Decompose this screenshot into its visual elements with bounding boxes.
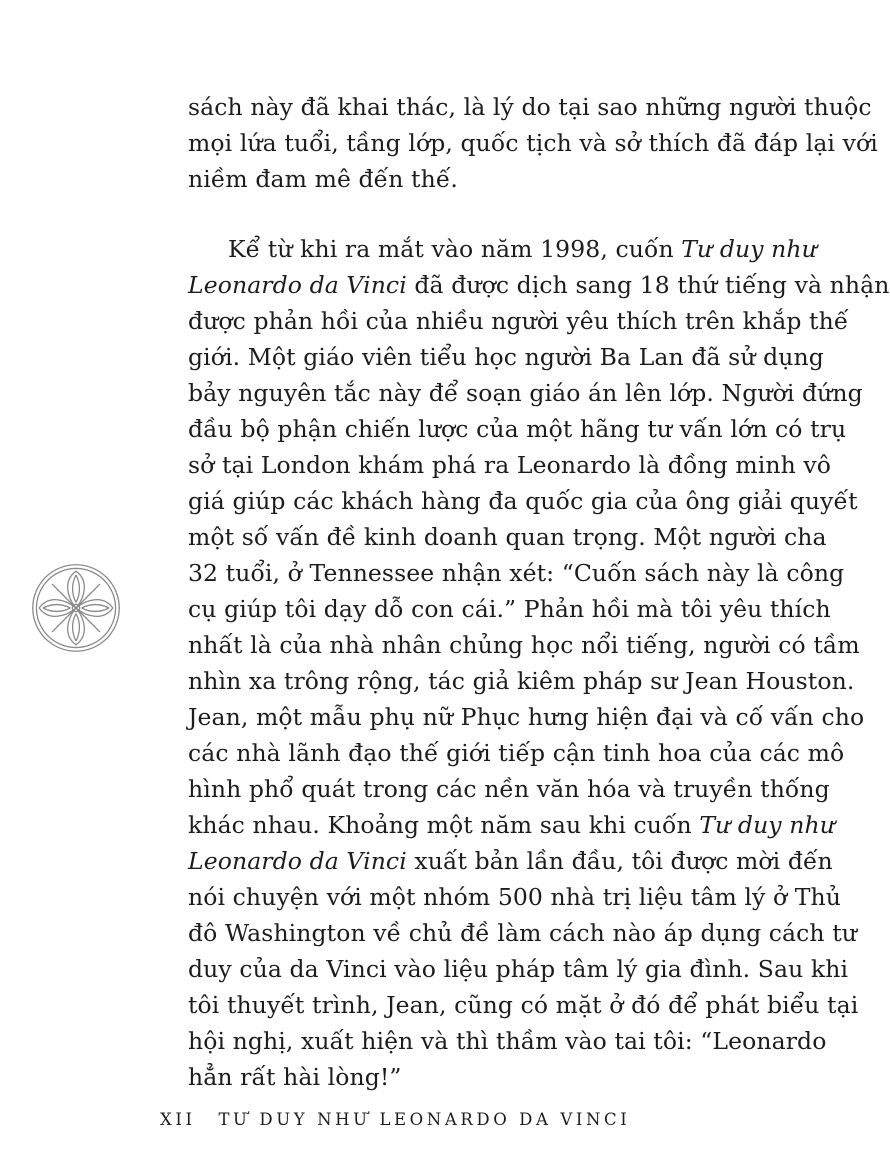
text-line <box>188 591 831 627</box>
book-title-italic: Leonardo da Vinci <box>188 271 407 299</box>
text-line <box>188 771 830 807</box>
running-title: TƯ DUY NHƯ LEONARDO DA VINCI <box>218 1110 631 1129</box>
text-line <box>188 161 748 197</box>
text-segment: Kể từ khi ra mắt vào năm 1998, cuốn <box>228 235 682 263</box>
text-line <box>188 735 845 771</box>
text-line <box>188 1023 827 1059</box>
text-segment: hẳn rất hài lòng!” <box>188 1063 402 1091</box>
text-segment: tôi thuyết trình, Jean, cũng có mặt ở đó để phát biểu tại <box>188 991 859 1019</box>
text-line <box>188 699 865 735</box>
text-segment: Jean, một mẫu phụ nữ Phục hưng hiện đại và cố vấn cho <box>188 703 865 731</box>
text-line <box>188 125 878 161</box>
text-line <box>188 987 859 1023</box>
text-line <box>188 267 890 303</box>
text-segment: giá giúp các khách hàng đa quốc gia của ông giải quyết <box>188 487 858 515</box>
text-line <box>188 1059 748 1095</box>
text-segment: đầu bộ phận chiến lược của một hãng tư vấn lớn có trụ <box>188 415 847 443</box>
text-segment: mọi lứa tuổi, tầng lớp, quốc tịch và sở thích đã đáp lại với <box>188 129 878 157</box>
text-segment: 32 tuổi, ở Tennessee nhận xét: “Cuốn sách này là công <box>188 559 845 587</box>
text-line <box>188 447 832 483</box>
text-line <box>188 339 824 375</box>
text-segment: sở tại London khám phá ra Leonardo là đồng minh vô <box>188 451 832 479</box>
quatrefoil-rosette-icon <box>30 562 122 654</box>
text-segment: đã được dịch sang 18 thứ tiếng và nhận <box>406 271 890 299</box>
book-title-italic: Tư duy như <box>681 235 817 263</box>
text-segment: khác nhau. Khoảng một năm sau khi cuốn <box>188 811 700 839</box>
text-line <box>188 951 849 987</box>
text-line <box>188 519 827 555</box>
text-segment: cụ giúp tôi dạy dỗ con cái.” Phản hồi mà tôi yêu thích <box>188 595 831 623</box>
text-line <box>188 915 857 951</box>
text-line <box>188 555 845 591</box>
text-segment: xuất bản lần đầu, tôi được mời đến <box>406 847 833 875</box>
running-footer <box>160 1110 630 1129</box>
text-segment: được phản hồi của nhiều người yêu thích trên khắp thế <box>188 307 849 335</box>
text-segment: niềm đam mê đến thế. <box>188 165 458 193</box>
text-line <box>188 303 849 339</box>
text-segment: sách này đã khai thác, là lý do tại sao những người thuộc <box>188 93 872 121</box>
text-line <box>188 375 863 411</box>
text-line <box>188 89 872 125</box>
text-segment: duy của da Vinci vào liệu pháp tâm lý gia đình. Sau khi <box>188 955 849 983</box>
text-line <box>188 627 860 663</box>
text-segment: đô Washington về chủ đề làm cách nào áp dụng cách tư <box>188 919 857 947</box>
text-line <box>188 663 855 699</box>
text-segment: giới. Một giáo viên tiểu học người Ba Lan đã sử dụng <box>188 343 824 371</box>
text-segment: các nhà lãnh đạo thế giới tiếp cận tinh hoa của các mô <box>188 739 845 767</box>
text-line <box>188 483 858 519</box>
book-title-italic: Leonardo da Vinci <box>188 847 407 875</box>
page-number: XII <box>160 1110 196 1129</box>
text-line <box>228 231 817 267</box>
text-segment: bảy nguyên tắc này để soạn giáo án lên lớp. Người đứng <box>188 379 863 407</box>
book-title-italic: Tư duy như <box>699 811 835 839</box>
text-segment: hội nghị, xuất hiện và thì thầm vào tai tôi: “Leonardo <box>188 1027 827 1055</box>
text-segment: nói chuyện với một nhóm 500 nhà trị liệu tâm lý ở Thủ <box>188 883 842 911</box>
text-line <box>188 879 842 915</box>
text-line <box>188 411 847 447</box>
text-line <box>188 843 833 879</box>
text-segment: nhìn xa trông rộng, tác giả kiêm pháp sư Jean Houston. <box>188 667 855 695</box>
text-segment: một số vấn đề kinh doanh quan trọng. Một người cha <box>188 523 827 551</box>
text-line <box>188 807 835 843</box>
text-segment: hình phổ quát trong các nền văn hóa và truyền thống <box>188 775 830 803</box>
text-segment: nhất là của nhà nhân chủng học nổi tiếng, người có tầm <box>188 631 860 659</box>
